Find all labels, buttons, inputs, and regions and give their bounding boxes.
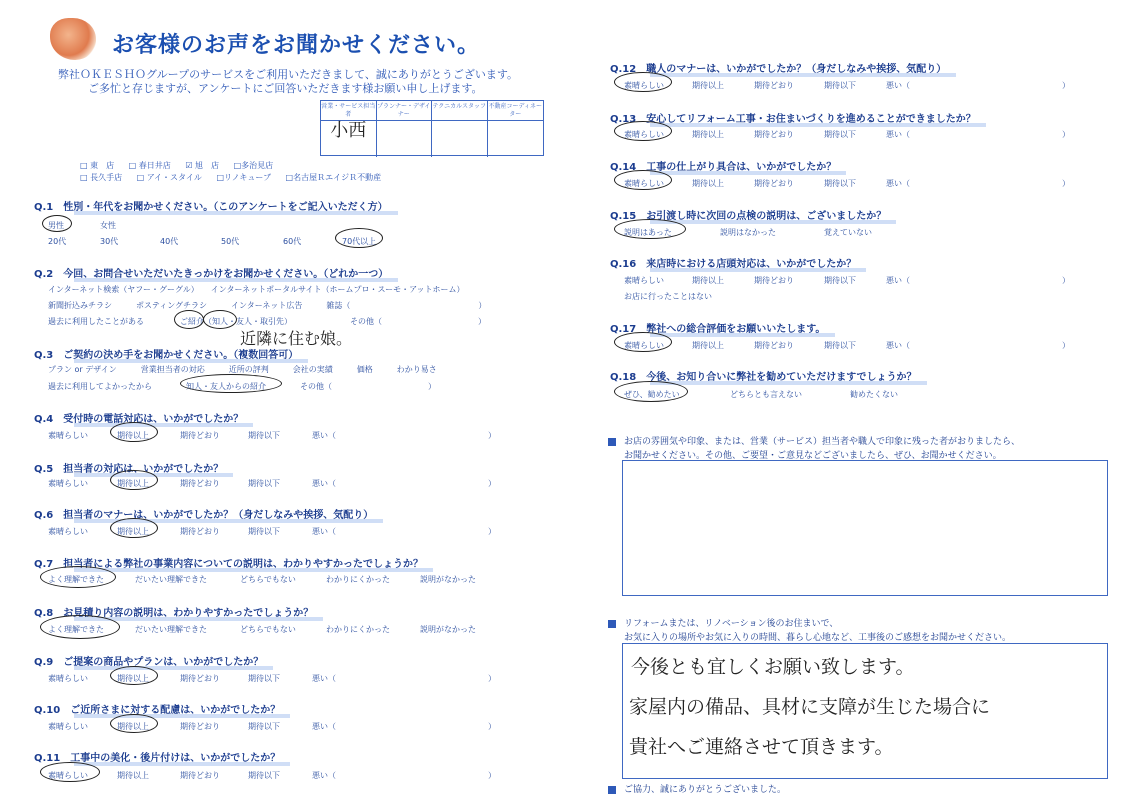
- q11-opt1[interactable]: 素晴らしい: [48, 771, 88, 780]
- q5-opt2[interactable]: 期待以上: [117, 479, 149, 488]
- q8-opt2[interactable]: だいたい理解できた: [135, 625, 207, 634]
- q17-opt2[interactable]: 期待以上: [692, 341, 724, 350]
- staff-value-realestate[interactable]: [488, 121, 544, 157]
- answer-circle: [174, 310, 204, 329]
- square-bullet-icon: [608, 620, 616, 628]
- store-istyle[interactable]: □ アイ・スタイル: [136, 173, 202, 182]
- q16-opt5[interactable]: 悪い（ ）: [886, 276, 1070, 285]
- q12-opt1[interactable]: 素晴らしい: [624, 81, 664, 90]
- q18-label: Q.18 今後、お知り合いに弊社を勧めていただけますでしょうか？: [610, 368, 917, 383]
- q6-label: Q.6 担当者のマナーは、いかがでしたか？（身だしなみや挨拶、気配り）: [34, 506, 373, 521]
- q13-opt5[interactable]: 悪い（ ）: [886, 130, 1070, 139]
- q6-opt4[interactable]: 期待以下: [248, 527, 280, 536]
- q18-opt1[interactable]: ぜひ、勧めたい: [624, 390, 680, 399]
- q2-label: Q.2 今回、お問合せいただいたきっかけをお聞かせください。（どれか一つ）: [34, 265, 388, 280]
- q10-opt4[interactable]: 期待以下: [248, 722, 280, 731]
- q17-opt5[interactable]: 悪い（ ）: [886, 341, 1070, 350]
- q7-opt4[interactable]: わかりにくかった: [326, 575, 390, 584]
- q9-opt4[interactable]: 期待以下: [248, 674, 280, 683]
- q8-opt4[interactable]: わかりにくかった: [326, 625, 390, 634]
- q10-label: Q.10 ご近所さまに対する配慮は、いかがでしたか？: [34, 701, 280, 716]
- q7-label: Q.7 担当者による弊社の事業内容についての説明は、わかりやすかったでしょうか？: [34, 555, 423, 570]
- q8-opt3[interactable]: どちらでもない: [240, 625, 296, 634]
- q3-other[interactable]: その他（ ）: [300, 382, 436, 391]
- q17-label: Q.17 弊社への総合評価をお願いいたします。: [610, 320, 825, 335]
- q14-opt5[interactable]: 悪い（ ）: [886, 179, 1070, 188]
- footer-thanks: ご協力、誠にありがとうございました。: [608, 782, 786, 795]
- free-comment-2-box[interactable]: [622, 643, 1108, 779]
- q17-opt4[interactable]: 期待以下: [824, 341, 856, 350]
- q13-opt1[interactable]: 素晴らしい: [624, 130, 664, 139]
- q13-opt4[interactable]: 期待以下: [824, 130, 856, 139]
- q12-opt3[interactable]: 期待どおり: [754, 81, 794, 90]
- store-asahi[interactable]: ☑ 旭 店: [185, 161, 220, 170]
- q16-opt4[interactable]: 期待以下: [824, 276, 856, 285]
- q10-opt3[interactable]: 期待どおり: [180, 722, 220, 731]
- staff-header-technical: テクニカルスタッフ: [432, 101, 488, 121]
- staff-value-planner[interactable]: [377, 121, 433, 157]
- handwritten-line-3: 貴社へご連絡させて頂きます。: [629, 736, 894, 758]
- q10-opt1[interactable]: 素晴らしい: [48, 722, 88, 731]
- q12-opt5[interactable]: 悪い（ ）: [886, 81, 1070, 90]
- q16-label: Q.16 来店時における店頭対応は、いかがでしたか？: [610, 255, 856, 270]
- q2-handwritten-note: 近隣に住む娘。: [240, 329, 353, 348]
- q2-past-use[interactable]: 過去に利用したことがある: [48, 317, 144, 326]
- q16-never-visited[interactable]: お店に行ったことはない: [624, 292, 712, 301]
- q8-opt5[interactable]: 説明がなかった: [420, 625, 476, 634]
- answer-circle: [180, 374, 282, 393]
- answer-circle: [614, 121, 672, 141]
- q11-label: Q.11 工事中の美化・後片付けは、いかがでしたか？: [34, 749, 280, 764]
- answer-circle: [110, 714, 158, 733]
- q6-opt3[interactable]: 期待どおり: [180, 527, 220, 536]
- q11-opt5[interactable]: 悪い（ ）: [312, 771, 496, 780]
- q11-opt4[interactable]: 期待以下: [248, 771, 280, 780]
- intro-line-1: 弊社ＯＫＥＳＨＯグループのサービスをご利用いただきまして、誠にありがとうございます。: [58, 68, 519, 81]
- q14-opt1[interactable]: 素晴らしい: [624, 179, 664, 188]
- q12-label: Q.12 職人のマナーは、いかがでしたか？（身だしなみや挨拶、気配り）: [610, 60, 946, 75]
- q14-label: Q.14 工事の仕上がり具合は、いかがでしたか？: [610, 158, 836, 173]
- q2-referral[interactable]: ご紹介（知人・友人・取引先）: [180, 317, 292, 326]
- q16-opt1[interactable]: 素晴らしい: [624, 276, 664, 285]
- q11-opt3[interactable]: 期待どおり: [180, 771, 220, 780]
- page-title: お客様のお声をお聞かせください。: [112, 33, 481, 58]
- q1-gender-male[interactable]: 男性: [48, 221, 64, 230]
- free-comment-1-box[interactable]: [622, 460, 1108, 596]
- q1-age-50[interactable]: 50代: [221, 237, 240, 246]
- q3-referral[interactable]: 知人・友人からの紹介: [186, 382, 266, 391]
- answer-circle: [614, 219, 686, 239]
- answer-circle: [42, 215, 72, 232]
- q4-opt2[interactable]: 期待以上: [117, 431, 149, 440]
- q14-opt3[interactable]: 期待どおり: [754, 179, 794, 188]
- store-nagakute[interactable]: □ 長久手店: [80, 173, 123, 182]
- handwritten-line-2: 家屋内の備品、具材に支障が生じた場合に: [629, 696, 991, 718]
- q14-opt2[interactable]: 期待以上: [692, 179, 724, 188]
- store-higashi[interactable]: □ 東 店: [80, 161, 115, 170]
- q9-opt5[interactable]: 悪い（ ）: [312, 674, 496, 683]
- free-comment-2-prompt-2: お気に入りの場所やお気に入りの時間、暮らし心地など、工事後のご感想をお聞かせください。: [624, 633, 1012, 643]
- answer-circle: [40, 566, 116, 588]
- free-comment-1-prompt: お店の雰囲気や印象、または、営業（サービス）担当者や職人で印象に残った者がおりましたら、: [608, 434, 1020, 447]
- q15-label: Q.15 お引渡し時に次回の点検の説明は、ございましたか？: [610, 207, 886, 222]
- q13-label: Q.13 安心してリフォーム工事・お住まいづくりを進めることができましたか？: [610, 110, 976, 125]
- q9-opt3[interactable]: 期待どおり: [180, 674, 220, 683]
- q1-age-60[interactable]: 60代: [283, 237, 302, 246]
- answer-circle: [203, 310, 237, 329]
- q7-opt2[interactable]: だいたい理解できた: [135, 575, 207, 584]
- answer-circle: [614, 170, 672, 190]
- q12-opt4[interactable]: 期待以下: [824, 81, 856, 90]
- q6-opt1[interactable]: 素晴らしい: [48, 527, 88, 536]
- q7-opt5[interactable]: 説明がなかった: [420, 575, 476, 584]
- company-logo-icon: [50, 18, 96, 60]
- q14-opt4[interactable]: 期待以下: [824, 179, 856, 188]
- q17-opt1[interactable]: 素晴らしい: [624, 341, 664, 350]
- answer-circle: [614, 72, 672, 92]
- handwritten-line-1: 今後とも宜しくお願い致します。: [631, 656, 915, 678]
- store-checklist-row2: [80, 172, 393, 183]
- q7-opt3[interactable]: どちらでもない: [240, 575, 296, 584]
- q10-opt2[interactable]: 期待以上: [117, 722, 149, 731]
- q5-opt1[interactable]: 素晴らしい: [48, 479, 88, 488]
- q9-opt2[interactable]: 期待以上: [117, 674, 149, 683]
- answer-circle: [614, 381, 688, 402]
- q7-opt1[interactable]: よく理解できた: [48, 575, 104, 584]
- q3-past-use[interactable]: 過去に利用してよかったから: [48, 382, 152, 391]
- staff-value-technical[interactable]: [432, 121, 488, 157]
- store-kasugai[interactable]: □ 春日井店: [128, 161, 171, 170]
- q8-opt1[interactable]: よく理解できた: [48, 625, 104, 634]
- q1-label: Q.1 性別・年代をお聞かせください。（このアンケートをご記入いただく方）: [34, 198, 388, 213]
- q4-opt1[interactable]: 素晴らしい: [48, 431, 88, 440]
- answer-circle: [110, 666, 158, 685]
- answer-circle: [335, 228, 383, 248]
- answer-circle: [110, 518, 158, 538]
- q2-other[interactable]: その他（ ）: [350, 317, 486, 326]
- free-comment-2-prompt: リフォームまたは、リノベーション後のお住まいで、: [608, 616, 838, 629]
- q1-age-70plus[interactable]: 70代以上: [342, 237, 377, 246]
- q8-label: Q.8 お見積り内容の説明は、わかりやすかったでしょうか？: [34, 604, 313, 619]
- q15-opt1[interactable]: 説明はあった: [624, 228, 672, 237]
- q4-opt3[interactable]: 期待どおり: [180, 431, 220, 440]
- q9-opt1[interactable]: 素晴らしい: [48, 674, 88, 683]
- q15-opt2[interactable]: 説明はなかった: [720, 228, 776, 237]
- intro-line-2: ご多忙と存じますが、アンケートにご回答いただきます様お願い申し上げます。: [88, 82, 483, 95]
- q4-label: Q.4 受付時の電話対応は、いかがでしたか？: [34, 410, 243, 425]
- q6-opt2[interactable]: 期待以上: [117, 527, 149, 536]
- store-checklist-row1: [80, 160, 285, 171]
- staff-header-realestate: 不動産コーディネーター: [488, 101, 544, 121]
- answer-circle: [40, 615, 120, 639]
- q5-opt5[interactable]: 悪い（ ）: [312, 479, 496, 488]
- q3-row1[interactable]: プラン or デザイン 営業担当者の対応 近所の評判 会社の実績 価格 わかり易さ: [48, 365, 437, 374]
- answer-circle: [40, 762, 100, 782]
- store-tajimi[interactable]: □多治見店: [233, 161, 274, 170]
- answer-circle: [110, 422, 158, 442]
- q16-opt2[interactable]: 期待以上: [692, 276, 724, 285]
- q13-opt3[interactable]: 期待どおり: [754, 130, 794, 139]
- answer-circle: [110, 470, 158, 490]
- q18-opt3[interactable]: 勧めたくない: [850, 390, 898, 399]
- q16-opt3[interactable]: 期待どおり: [754, 276, 794, 285]
- q3-label: Q.3 ご契約の決め手をお聞かせください。（複数回答可）: [34, 346, 298, 361]
- q1-age-20[interactable]: 20代: [48, 237, 67, 246]
- staff-header-sales: 営業・サービス担当者: [321, 101, 377, 121]
- answer-circle: [614, 332, 672, 352]
- q15-opt3[interactable]: 覚えていない: [824, 228, 872, 237]
- staff-header-planner: プランナー・デザイナー: [377, 101, 433, 121]
- q1-age-30[interactable]: 30代: [100, 237, 119, 246]
- free-comment-1-prompt-2: お聞かせください。その他、ご要望・ご意見などございましたら、ぜひ、お聞かせください。: [624, 451, 1002, 461]
- square-bullet-icon: [608, 438, 616, 446]
- q2-row1[interactable]: インターネット検索（ヤフー・グーグル） インターネットポータルサイト（ホームプロ・スーモ・アットホーム）: [48, 285, 465, 294]
- staff-value-sales[interactable]: 小西: [321, 121, 377, 157]
- q6-opt5[interactable]: 悪い（ ）: [312, 527, 496, 536]
- square-bullet-icon: [608, 786, 616, 794]
- q1-age-40[interactable]: 40代: [160, 237, 179, 246]
- q10-opt5[interactable]: 悪い（ ）: [312, 722, 496, 731]
- q18-opt2[interactable]: どちらとも言えない: [730, 390, 802, 399]
- staff-table: [320, 100, 544, 156]
- q5-opt3[interactable]: 期待どおり: [180, 479, 220, 488]
- q13-opt2[interactable]: 期待以上: [692, 130, 724, 139]
- q2-row2[interactable]: 新聞折込みチラシ ポスティングチラシ インターネット広告 雑誌（ ）: [48, 301, 487, 310]
- q5-opt4[interactable]: 期待以下: [248, 479, 280, 488]
- q17-opt3[interactable]: 期待どおり: [754, 341, 794, 350]
- store-renocube[interactable]: □リノキューブ: [216, 173, 271, 182]
- q1-gender-female[interactable]: 女性: [100, 221, 116, 230]
- q11-opt2[interactable]: 期待以上: [117, 771, 149, 780]
- q4-opt5[interactable]: 悪い（ ）: [312, 431, 496, 440]
- q4-opt4[interactable]: 期待以下: [248, 431, 280, 440]
- q12-opt2[interactable]: 期待以上: [692, 81, 724, 90]
- q5-label: Q.5 担当者の対応は、いかがでしたか？: [34, 460, 223, 475]
- store-nagoya-realestate[interactable]: □名古屋ＲエイジＲ不動産: [285, 173, 382, 182]
- q9-label: Q.9 ご提案の商品やプランは、いかがでしたか？: [34, 653, 263, 668]
